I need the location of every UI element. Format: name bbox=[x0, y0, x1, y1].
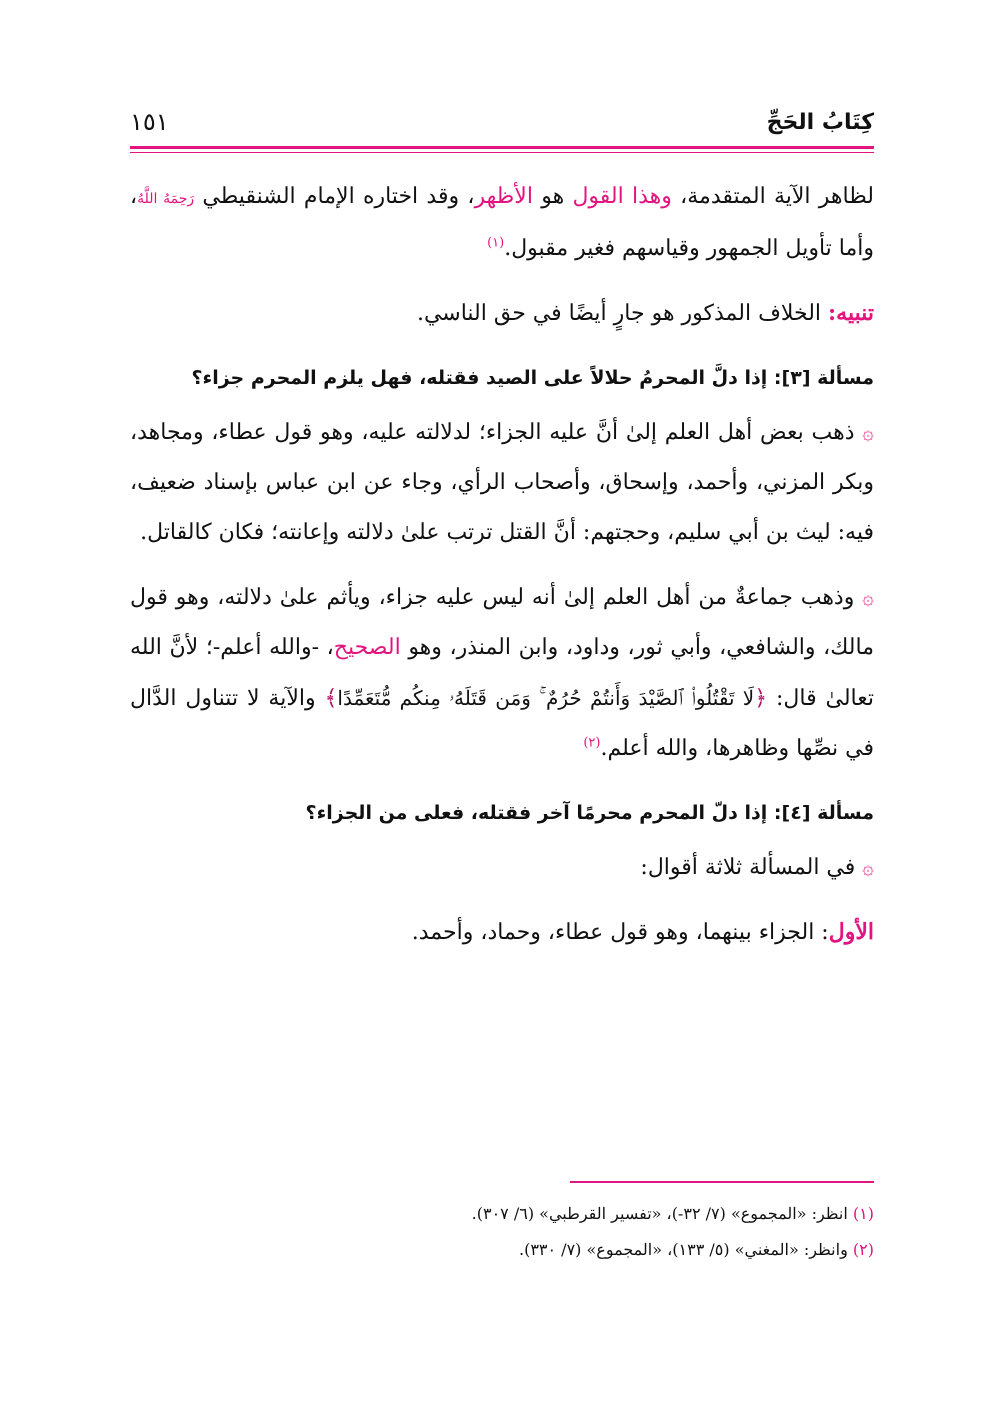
text-run: : الجزاء بينهما، وهو قول عطاء، وحماد، وأحمد. bbox=[411, 920, 829, 945]
running-header bbox=[130, 104, 874, 146]
quran-bracket-close: ﴾ bbox=[324, 686, 338, 711]
question-heading-3 bbox=[130, 353, 874, 403]
text-run: والآية لا تتناول الدَّال في نصِّها وظاهرها، والله أعلم. bbox=[130, 686, 874, 761]
footnote-ref[interactable]: (١) bbox=[487, 235, 505, 251]
header-rule-thin bbox=[130, 152, 874, 153]
highlight-text: وهذا القول bbox=[572, 184, 672, 209]
paragraph-continuation bbox=[130, 172, 874, 274]
paragraph-intro bbox=[130, 842, 874, 893]
header-rule-thick bbox=[130, 146, 874, 149]
text-run: هو bbox=[532, 184, 573, 209]
footnote-item bbox=[130, 1232, 874, 1268]
flower-icon: ۞ bbox=[862, 420, 875, 444]
paragraph-opinion-1 bbox=[130, 407, 874, 558]
question-label: مسألة [٤]: bbox=[773, 802, 874, 824]
text-run: وذهب جماعةٌ من أهل العلم إلىٰ أنه ليس عليه جزاء، ويأثم علىٰ دلالته، وهو قول مالك، والشافعي، وأبي ثور، وداود، وابن المنذر، وهو bbox=[130, 585, 874, 660]
page-number: ١٥١ bbox=[130, 108, 169, 136]
paragraph-first-opinion bbox=[130, 907, 874, 958]
footnote-number: (١) bbox=[852, 1204, 874, 1223]
question-text: إذا دلّ المحرم محرمًا آخر فقتله، فعلى من الجزاء؟ bbox=[305, 802, 774, 824]
question-label: مسألة [٣]: bbox=[773, 367, 874, 389]
highlight-text: الصحيح bbox=[333, 635, 401, 660]
text-run: لظاهر الآية المتقدمة، bbox=[671, 184, 874, 209]
question-heading-4 bbox=[130, 788, 874, 838]
footnote-number: (٢) bbox=[852, 1240, 874, 1259]
text-run: في المسألة ثلاثة أقوال: bbox=[640, 855, 856, 880]
text-run: ، وأما تأويل الجمهور وقياسهم فغير مقبول. bbox=[130, 184, 874, 261]
question-text: إذا دلَّ المحرمُ حلالاً على الصيد فقتله، فهل يلزم المحرم جزاء؟ bbox=[191, 367, 774, 389]
footnote-ref[interactable]: (٢) bbox=[583, 735, 601, 751]
highlight-text: الأظهر bbox=[474, 184, 533, 209]
honorific-glyph: رَحِمَهُ اللَّهُ bbox=[137, 191, 195, 207]
text-run: ، وقد اختاره الإمام الشنقيطي bbox=[194, 184, 475, 209]
opinion-label: الأول bbox=[828, 919, 874, 945]
footnote-separator bbox=[570, 1181, 874, 1183]
note-label: تنبيه: bbox=[828, 300, 874, 326]
footnotes bbox=[130, 1196, 874, 1268]
footnote-item bbox=[130, 1196, 874, 1232]
page-body bbox=[130, 172, 874, 958]
quran-bracket-open: ﴿ bbox=[754, 686, 768, 711]
book-title: كِتَابُ الحَجِّ bbox=[766, 110, 874, 135]
footnote-text: وانظر: «المغني» (٥/ ١٣٣)، «المجموع» (٧/ ٣٣٠). bbox=[518, 1240, 848, 1259]
text-run: ذهب بعض أهل العلم إلىٰ أنَّ عليه الجزاء؛ لدلالته عليه، وهو قول عطاء، ومجاهد، وبكر المزني، وأحمد، وإسحاق، وأصحاب الرأي، وجاء عن ابن عباس بإسناد ضعيف، فيه: ليث بن أبي سليم، وحجتهم: أنَّ القتل ترتب علىٰ دلالته وإعانته؛ فكان كالقاتل. bbox=[130, 420, 874, 545]
paragraph-opinion-2 bbox=[130, 572, 874, 774]
flower-icon: ۞ bbox=[862, 585, 874, 609]
footnote-text: انظر: «المجموع» (٧/ ٣٢-)، «تفسير القرطبي» (٦/ ٣٠٧). bbox=[471, 1204, 848, 1223]
flower-icon: ۞ bbox=[862, 855, 874, 879]
text-run: ، -والله أعلم-؛ لأنَّ الله تعالىٰ قال: bbox=[130, 635, 874, 711]
note-text: الخلاف المذكور هو جارٍ أيضًا في حق الناسي. bbox=[416, 301, 829, 326]
note-paragraph bbox=[130, 288, 874, 339]
quran-verse: لَا تَقْتُلُوا۟ ٱلصَّيْدَ وَأَنتُمْ حُرُمٌ ۚ وَمَن قَتَلَهُۥ مِنكُم مُّتَعَمِّدًا bbox=[337, 686, 755, 710]
